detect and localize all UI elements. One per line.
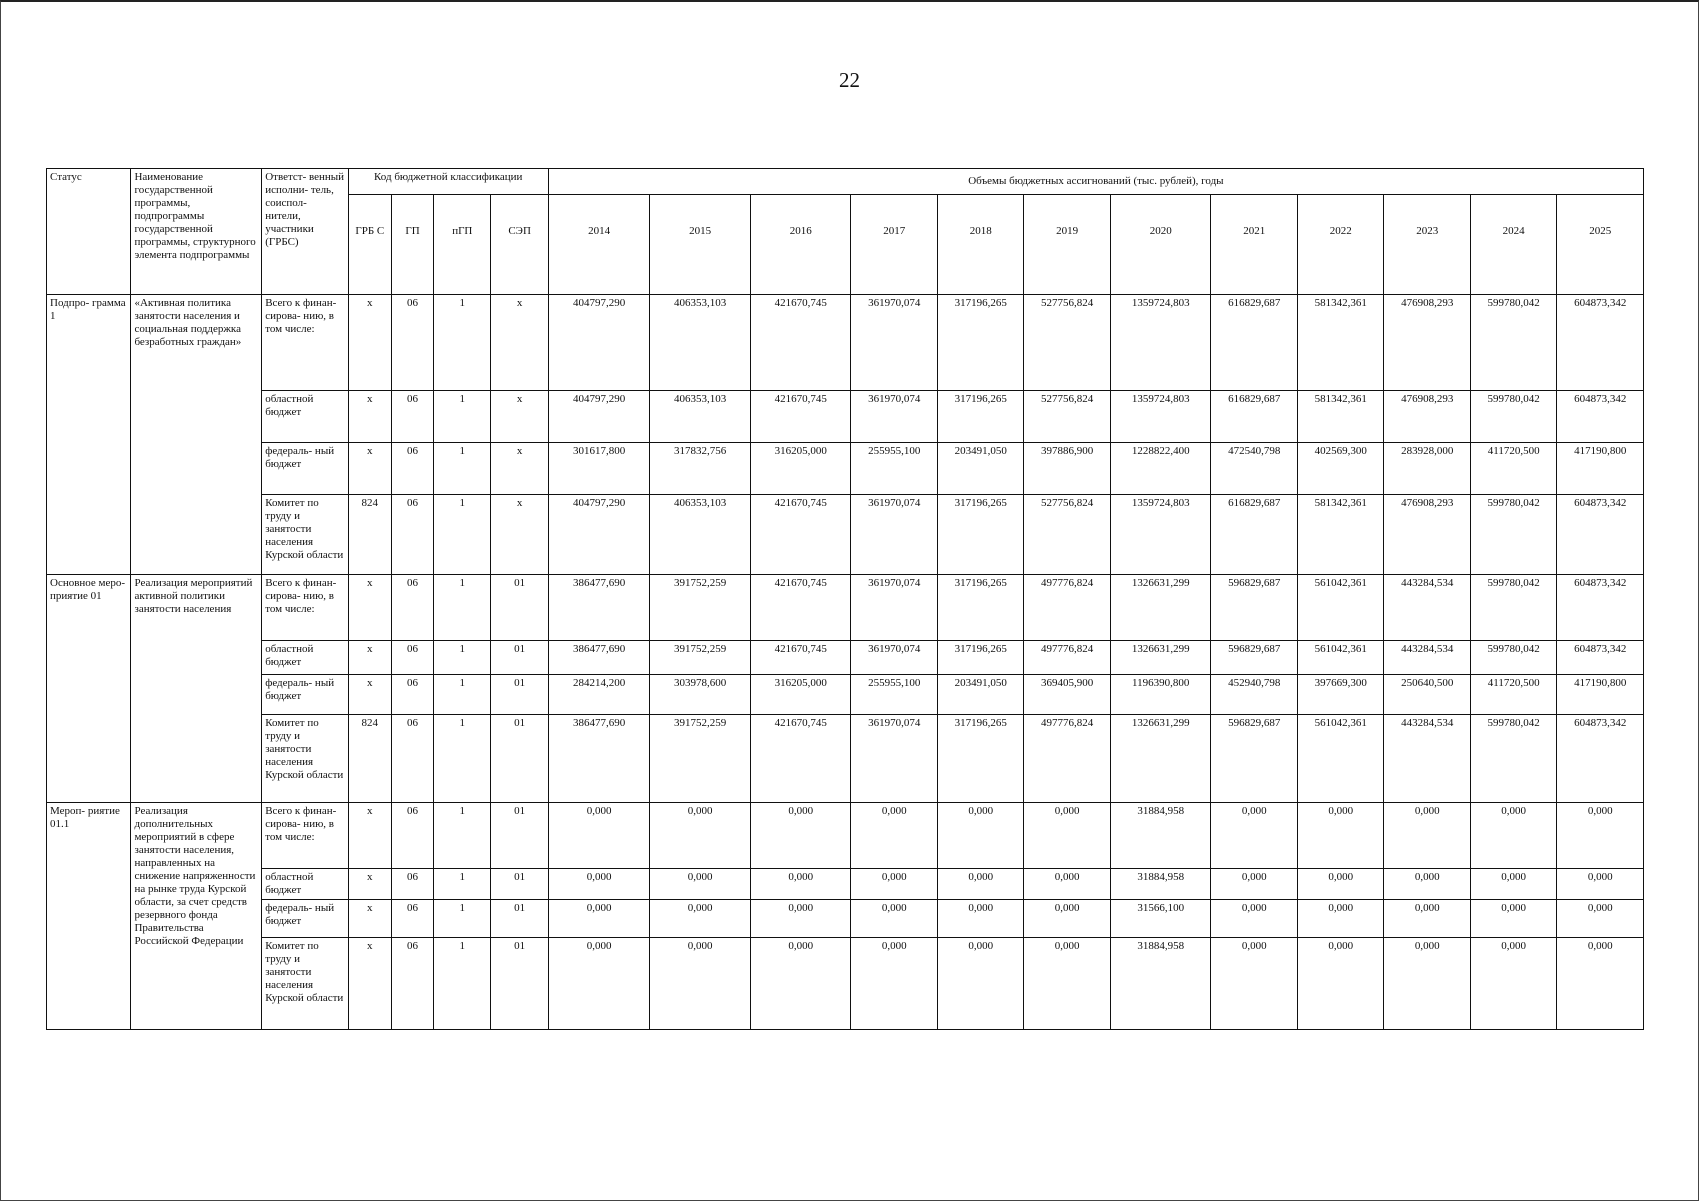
code-cell: 06 (391, 900, 433, 938)
header-year: 2020 (1110, 195, 1211, 295)
header-year: 2023 (1384, 195, 1470, 295)
value-cell: 301617,800 (548, 443, 650, 495)
value-cell: 443284,534 (1384, 641, 1470, 675)
value-cell: 421670,745 (750, 495, 851, 575)
code-cell: 06 (391, 295, 433, 391)
value-cell: 397669,300 (1297, 675, 1383, 715)
value-cell: 0,000 (650, 938, 751, 1030)
value-cell: 1228822,400 (1110, 443, 1211, 495)
header-executor: Ответст- венный исполни- тель, соиспол- нители, участники (ГРБС) (262, 169, 348, 295)
budget-table (46, 168, 1644, 1030)
section-name: Реализация мероприятий активной политики занятости населения (131, 575, 262, 803)
code-cell: 1 (434, 443, 491, 495)
value-cell: 0,000 (1384, 869, 1470, 900)
value-cell: 599780,042 (1470, 495, 1556, 575)
code-cell: 1 (434, 715, 491, 803)
code-cell: 824 (348, 715, 391, 803)
value-cell: 604873,342 (1557, 715, 1644, 803)
value-cell: 406353,103 (650, 391, 751, 443)
value-cell: 386477,690 (548, 715, 650, 803)
value-cell: 527756,824 (1024, 391, 1110, 443)
value-cell: 404797,290 (548, 495, 650, 575)
section-status: Мероп- риятие 01.1 (47, 803, 131, 1030)
value-cell: 476908,293 (1384, 495, 1470, 575)
value-cell: 0,000 (937, 938, 1023, 1030)
value-cell: 406353,103 (650, 295, 751, 391)
value-cell: 406353,103 (650, 495, 751, 575)
header-year: 2021 (1211, 195, 1297, 295)
value-cell: 0,000 (1024, 938, 1110, 1030)
value-cell: 0,000 (1470, 900, 1556, 938)
value-cell: 391752,259 (650, 575, 751, 641)
code-cell: x (348, 575, 391, 641)
code-cell: x (348, 869, 391, 900)
table-row (47, 715, 1644, 803)
value-cell: 0,000 (1557, 938, 1644, 1030)
header-code-col: пГП (434, 195, 491, 295)
value-cell: 476908,293 (1384, 295, 1470, 391)
code-cell: 06 (391, 938, 433, 1030)
code-cell: x (348, 803, 391, 869)
code-cell: x (348, 900, 391, 938)
value-cell: 476908,293 (1384, 391, 1470, 443)
value-cell: 616829,687 (1211, 295, 1297, 391)
value-cell: 1359724,803 (1110, 295, 1211, 391)
value-cell: 599780,042 (1470, 575, 1556, 641)
section-name: «Активная политика занятости населения и социальная поддержка безработных граждан» (131, 295, 262, 575)
value-cell: 250640,500 (1384, 675, 1470, 715)
value-cell: 497776,824 (1024, 715, 1110, 803)
value-cell: 0,000 (1557, 869, 1644, 900)
header-volumes-group: Объемы бюджетных ассигнований (тыс. рублей), годы (548, 169, 1643, 195)
value-cell: 31884,958 (1110, 803, 1211, 869)
value-cell: 361970,074 (851, 575, 937, 641)
value-cell: 283928,000 (1384, 443, 1470, 495)
value-cell: 0,000 (1470, 803, 1556, 869)
value-cell: 1359724,803 (1110, 391, 1211, 443)
row-executor: Всего к финан- сирова- нию, в том числе: (262, 803, 348, 869)
section-name: Реализация дополнительных мероприятий в сфере занятости населения, направленных на снижение напряженности на рынке труда Курской области, за счет средств резервного фонда Правительства Российской Федерации (131, 803, 262, 1030)
value-cell: 581342,361 (1297, 391, 1383, 443)
value-cell: 361970,074 (851, 715, 937, 803)
value-cell: 0,000 (548, 900, 650, 938)
value-cell: 404797,290 (548, 295, 650, 391)
row-executor: областной бюджет (262, 641, 348, 675)
value-cell: 0,000 (1470, 938, 1556, 1030)
code-cell: x (491, 495, 548, 575)
value-cell: 421670,745 (750, 575, 851, 641)
code-cell: 06 (391, 675, 433, 715)
value-cell: 0,000 (548, 869, 650, 900)
value-cell: 317196,265 (937, 295, 1023, 391)
value-cell: 317196,265 (937, 641, 1023, 675)
value-cell: 361970,074 (851, 391, 937, 443)
value-cell: 0,000 (1211, 803, 1297, 869)
value-cell: 0,000 (1024, 900, 1110, 938)
value-cell: 0,000 (937, 900, 1023, 938)
value-cell: 0,000 (1297, 938, 1383, 1030)
code-cell: 01 (491, 900, 548, 938)
code-cell: 1 (434, 295, 491, 391)
table-row (47, 391, 1644, 443)
value-cell: 421670,745 (750, 641, 851, 675)
value-cell: 1326631,299 (1110, 641, 1211, 675)
value-cell: 561042,361 (1297, 641, 1383, 675)
row-executor: областной бюджет (262, 391, 348, 443)
value-cell: 0,000 (750, 869, 851, 900)
row-executor: федераль- ный бюджет (262, 900, 348, 938)
value-cell: 411720,500 (1470, 675, 1556, 715)
row-executor: Всего к финан- сирова- нию, в том числе: (262, 575, 348, 641)
value-cell: 599780,042 (1470, 295, 1556, 391)
value-cell: 0,000 (750, 938, 851, 1030)
value-cell: 0,000 (1211, 900, 1297, 938)
value-cell: 31884,958 (1110, 938, 1211, 1030)
value-cell: 397886,900 (1024, 443, 1110, 495)
value-cell: 0,000 (1384, 803, 1470, 869)
value-cell: 604873,342 (1557, 295, 1644, 391)
section-status: Подпро- грамма 1 (47, 295, 131, 575)
table-row (47, 938, 1644, 1030)
value-cell: 1196390,800 (1110, 675, 1211, 715)
value-cell: 604873,342 (1557, 641, 1644, 675)
value-cell: 0,000 (650, 900, 751, 938)
table-row (47, 443, 1644, 495)
value-cell: 1326631,299 (1110, 715, 1211, 803)
table-row (47, 495, 1644, 575)
value-cell: 402569,300 (1297, 443, 1383, 495)
value-cell: 303978,600 (650, 675, 751, 715)
header-year: 2016 (750, 195, 851, 295)
code-cell: 1 (434, 869, 491, 900)
value-cell: 0,000 (851, 803, 937, 869)
code-cell: x (348, 391, 391, 443)
value-cell: 561042,361 (1297, 715, 1383, 803)
value-cell: 255955,100 (851, 675, 937, 715)
value-cell: 0,000 (548, 803, 650, 869)
value-cell: 527756,824 (1024, 295, 1110, 391)
table-row (47, 675, 1644, 715)
code-cell: 01 (491, 715, 548, 803)
code-cell: 1 (434, 391, 491, 443)
value-cell: 0,000 (1297, 803, 1383, 869)
code-cell: 06 (391, 641, 433, 675)
value-cell: 616829,687 (1211, 495, 1297, 575)
header-year: 2019 (1024, 195, 1110, 295)
table-header (47, 169, 1644, 295)
code-cell: 06 (391, 715, 433, 803)
code-cell: 01 (491, 938, 548, 1030)
value-cell: 581342,361 (1297, 495, 1383, 575)
value-cell: 317196,265 (937, 715, 1023, 803)
page-number: 22 (839, 68, 860, 92)
value-cell: 31884,958 (1110, 869, 1211, 900)
code-cell: 1 (434, 900, 491, 938)
value-cell: 0,000 (650, 803, 751, 869)
code-cell: 06 (391, 575, 433, 641)
table-row (47, 869, 1644, 900)
header-code-col: ГП (391, 195, 433, 295)
value-cell: 0,000 (1384, 900, 1470, 938)
table-row (47, 295, 1644, 391)
value-cell: 317832,756 (650, 443, 751, 495)
table-row (47, 803, 1644, 869)
code-cell: 06 (391, 803, 433, 869)
code-cell: 01 (491, 869, 548, 900)
value-cell: 31566,100 (1110, 900, 1211, 938)
table-row (47, 900, 1644, 938)
table-row (47, 641, 1644, 675)
value-cell: 604873,342 (1557, 575, 1644, 641)
value-cell: 604873,342 (1557, 391, 1644, 443)
value-cell: 361970,074 (851, 641, 937, 675)
code-cell: 1 (434, 495, 491, 575)
value-cell: 317196,265 (937, 575, 1023, 641)
header-year: 2017 (851, 195, 937, 295)
code-cell: 06 (391, 495, 433, 575)
value-cell: 0,000 (1557, 803, 1644, 869)
row-executor: федераль- ный бюджет (262, 675, 348, 715)
code-cell: 1 (434, 803, 491, 869)
value-cell: 0,000 (650, 869, 751, 900)
value-cell: 599780,042 (1470, 391, 1556, 443)
value-cell: 0,000 (1557, 900, 1644, 938)
header-year: 2015 (650, 195, 751, 295)
header-year: 2014 (548, 195, 650, 295)
value-cell: 452940,798 (1211, 675, 1297, 715)
code-cell: x (348, 675, 391, 715)
value-cell: 527756,824 (1024, 495, 1110, 575)
value-cell: 599780,042 (1470, 641, 1556, 675)
value-cell: 361970,074 (851, 295, 937, 391)
code-cell: 01 (491, 803, 548, 869)
code-cell: 1 (434, 575, 491, 641)
code-cell: 06 (391, 443, 433, 495)
value-cell: 316205,000 (750, 675, 851, 715)
value-cell: 596829,687 (1211, 641, 1297, 675)
value-cell: 421670,745 (750, 715, 851, 803)
header-year: 2022 (1297, 195, 1383, 295)
value-cell: 316205,000 (750, 443, 851, 495)
value-cell: 0,000 (937, 869, 1023, 900)
code-cell: 01 (491, 675, 548, 715)
value-cell: 404797,290 (548, 391, 650, 443)
value-cell: 317196,265 (937, 495, 1023, 575)
value-cell: 604873,342 (1557, 495, 1644, 575)
header-code-group: Код бюджетной классификации (348, 169, 548, 195)
value-cell: 0,000 (1297, 900, 1383, 938)
code-cell: 06 (391, 869, 433, 900)
code-cell: 1 (434, 938, 491, 1030)
value-cell: 581342,361 (1297, 295, 1383, 391)
value-cell: 0,000 (1211, 869, 1297, 900)
value-cell: 391752,259 (650, 715, 751, 803)
value-cell: 421670,745 (750, 295, 851, 391)
value-cell: 0,000 (1024, 869, 1110, 900)
code-cell: x (491, 443, 548, 495)
row-executor: Комитет по труду и занятости населения Курской области (262, 715, 348, 803)
code-cell: x (348, 295, 391, 391)
code-cell: 01 (491, 641, 548, 675)
header-code-col: ГРБ С (348, 195, 391, 295)
code-cell: 1 (434, 641, 491, 675)
value-cell: 596829,687 (1211, 575, 1297, 641)
value-cell: 1359724,803 (1110, 495, 1211, 575)
value-cell: 0,000 (851, 938, 937, 1030)
row-executor: Всего к финан- сирова- нию, в том числе: (262, 295, 348, 391)
code-cell: x (348, 641, 391, 675)
header-year: 2025 (1557, 195, 1644, 295)
value-cell: 284214,200 (548, 675, 650, 715)
value-cell: 0,000 (1470, 869, 1556, 900)
value-cell: 417190,800 (1557, 675, 1644, 715)
value-cell: 317196,265 (937, 391, 1023, 443)
value-cell: 369405,900 (1024, 675, 1110, 715)
value-cell: 421670,745 (750, 391, 851, 443)
value-cell: 0,000 (1384, 938, 1470, 1030)
value-cell: 497776,824 (1024, 575, 1110, 641)
table-body (47, 295, 1644, 1030)
code-cell: x (491, 391, 548, 443)
value-cell: 443284,534 (1384, 715, 1470, 803)
value-cell: 255955,100 (851, 443, 937, 495)
row-executor: Комитет по труду и занятости населения Курской области (262, 938, 348, 1030)
value-cell: 0,000 (548, 938, 650, 1030)
section-status: Основное меро- приятие 01 (47, 575, 131, 803)
value-cell: 0,000 (1211, 938, 1297, 1030)
value-cell: 561042,361 (1297, 575, 1383, 641)
code-cell: 01 (491, 575, 548, 641)
value-cell: 616829,687 (1211, 391, 1297, 443)
value-cell: 0,000 (851, 900, 937, 938)
code-cell: 824 (348, 495, 391, 575)
value-cell: 596829,687 (1211, 715, 1297, 803)
value-cell: 203491,050 (937, 443, 1023, 495)
value-cell: 203491,050 (937, 675, 1023, 715)
header-year: 2018 (937, 195, 1023, 295)
value-cell: 599780,042 (1470, 715, 1556, 803)
value-cell: 0,000 (750, 803, 851, 869)
header-status: Статус (47, 169, 131, 295)
code-cell: x (348, 938, 391, 1030)
value-cell: 497776,824 (1024, 641, 1110, 675)
code-cell: 06 (391, 391, 433, 443)
value-cell: 0,000 (750, 900, 851, 938)
row-executor: областной бюджет (262, 869, 348, 900)
value-cell: 386477,690 (548, 641, 650, 675)
header-name: Наименование государственной программы, подпрограммы государственной программы, структурного элемента подпрограммы (131, 169, 262, 295)
value-cell: 0,000 (1024, 803, 1110, 869)
value-cell: 0,000 (937, 803, 1023, 869)
value-cell: 386477,690 (548, 575, 650, 641)
value-cell: 361970,074 (851, 495, 937, 575)
value-cell: 1326631,299 (1110, 575, 1211, 641)
row-executor: Комитет по труду и занятости населения Курской области (262, 495, 348, 575)
header-code-col: СЭП (491, 195, 548, 295)
header-year: 2024 (1470, 195, 1556, 295)
value-cell: 0,000 (1297, 869, 1383, 900)
code-cell: x (491, 295, 548, 391)
code-cell: x (348, 443, 391, 495)
table-row (47, 575, 1644, 641)
value-cell: 417190,800 (1557, 443, 1644, 495)
value-cell: 411720,500 (1470, 443, 1556, 495)
code-cell: 1 (434, 675, 491, 715)
row-executor: федераль- ный бюджет (262, 443, 348, 495)
value-cell: 472540,798 (1211, 443, 1297, 495)
value-cell: 391752,259 (650, 641, 751, 675)
value-cell: 443284,534 (1384, 575, 1470, 641)
value-cell: 0,000 (851, 869, 937, 900)
